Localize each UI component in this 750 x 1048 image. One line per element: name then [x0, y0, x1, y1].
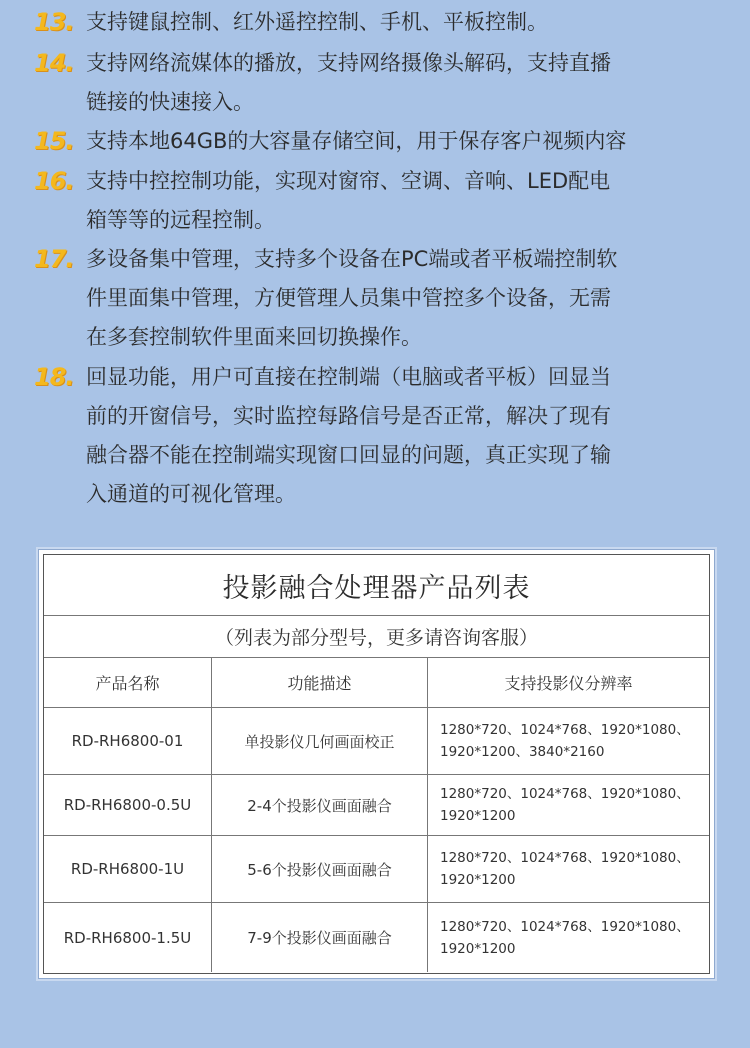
table-subtitle-row: [44, 616, 709, 658]
feature-number: 17.: [34, 245, 74, 273]
table-row: [44, 775, 709, 836]
feature-item: [34, 3, 724, 43]
cell-product-name: RD-RH6800-0.5U: [44, 775, 212, 835]
feature-item: [34, 358, 724, 518]
cell-resolution: 1280*720、1024*768、1920*1080、1920*1200: [440, 918, 690, 957]
feature-text: 支持网络流媒体的播放，支持网络摄像头解码，支持直播 链接的快速接入。: [86, 51, 611, 114]
cell-function: 5-6个投影仪画面融合: [212, 836, 428, 902]
cell-function: 2-4个投影仪画面融合: [212, 775, 428, 835]
header-product-name: 产品名称: [44, 658, 212, 707]
header-function: 功能描述: [212, 658, 428, 707]
product-table-card: [38, 549, 715, 979]
feature-number: 15.: [34, 127, 74, 155]
feature-text: 支持键鼠控制、红外遥控控制、手机、平板控制。: [86, 10, 548, 34]
feature-item: [34, 240, 724, 360]
feature-text: 多设备集中管理，支持多个设备在PC端或者平板端控制软 件里面集中管理，方便管理人员集中管控多个设备，无需 在多套控制软件里面来回切换操作。: [86, 247, 618, 349]
table-row: [44, 708, 709, 775]
table-row: [44, 903, 709, 972]
feature-item: [34, 162, 724, 242]
feature-item: [34, 122, 724, 162]
feature-number: 14.: [34, 49, 74, 77]
cell-resolution: 1280*720、1024*768、1920*1080、1920*1200、3840*2160: [440, 722, 690, 760]
feature-number: 13.: [34, 8, 74, 36]
cell-product-name: RD-RH6800-1U: [44, 836, 212, 902]
table-title: 投影融合处理器产品列表: [222, 572, 531, 604]
cell-product-name: RD-RH6800-01: [44, 708, 212, 774]
table-title-row: [44, 555, 709, 616]
feature-number: 16.: [34, 167, 74, 195]
product-table: [43, 554, 710, 974]
feature-text: 回显功能，用户可直接在控制端（电脑或者平板）回显当 前的开窗信号，实时监控每路信号是否正常，解决了现有 融合器不能在控制端实现窗口回显的问题，真正实现了输 入通道的可视化管理。: [86, 365, 611, 506]
cell-product-name: RD-RH6800-1.5U: [44, 903, 212, 972]
feature-text: 支持中控控制功能，实现对窗帘、空调、音响、LED配电 箱等等的远程控制。: [86, 169, 611, 232]
feature-text: 支持本地64GB的大容量存储空间，用于保存客户视频内容: [86, 129, 627, 153]
cell-function: 7-9个投影仪画面融合: [212, 903, 428, 972]
header-resolution: 支持投影仪分辨率: [504, 674, 633, 693]
table-subtitle: （列表为部分型号，更多请咨询客服）: [214, 627, 538, 649]
cell-resolution: 1280*720、1024*768、1920*1080、1920*1200: [440, 786, 690, 824]
cell-resolution: 1280*720、1024*768、1920*1080、1920*1200: [440, 850, 690, 888]
table-row: [44, 836, 709, 903]
cell-function: 单投影仪几何画面校正: [212, 708, 428, 774]
feature-number: 18.: [34, 363, 74, 391]
feature-item: [34, 44, 724, 124]
table-header-row: [44, 658, 709, 708]
